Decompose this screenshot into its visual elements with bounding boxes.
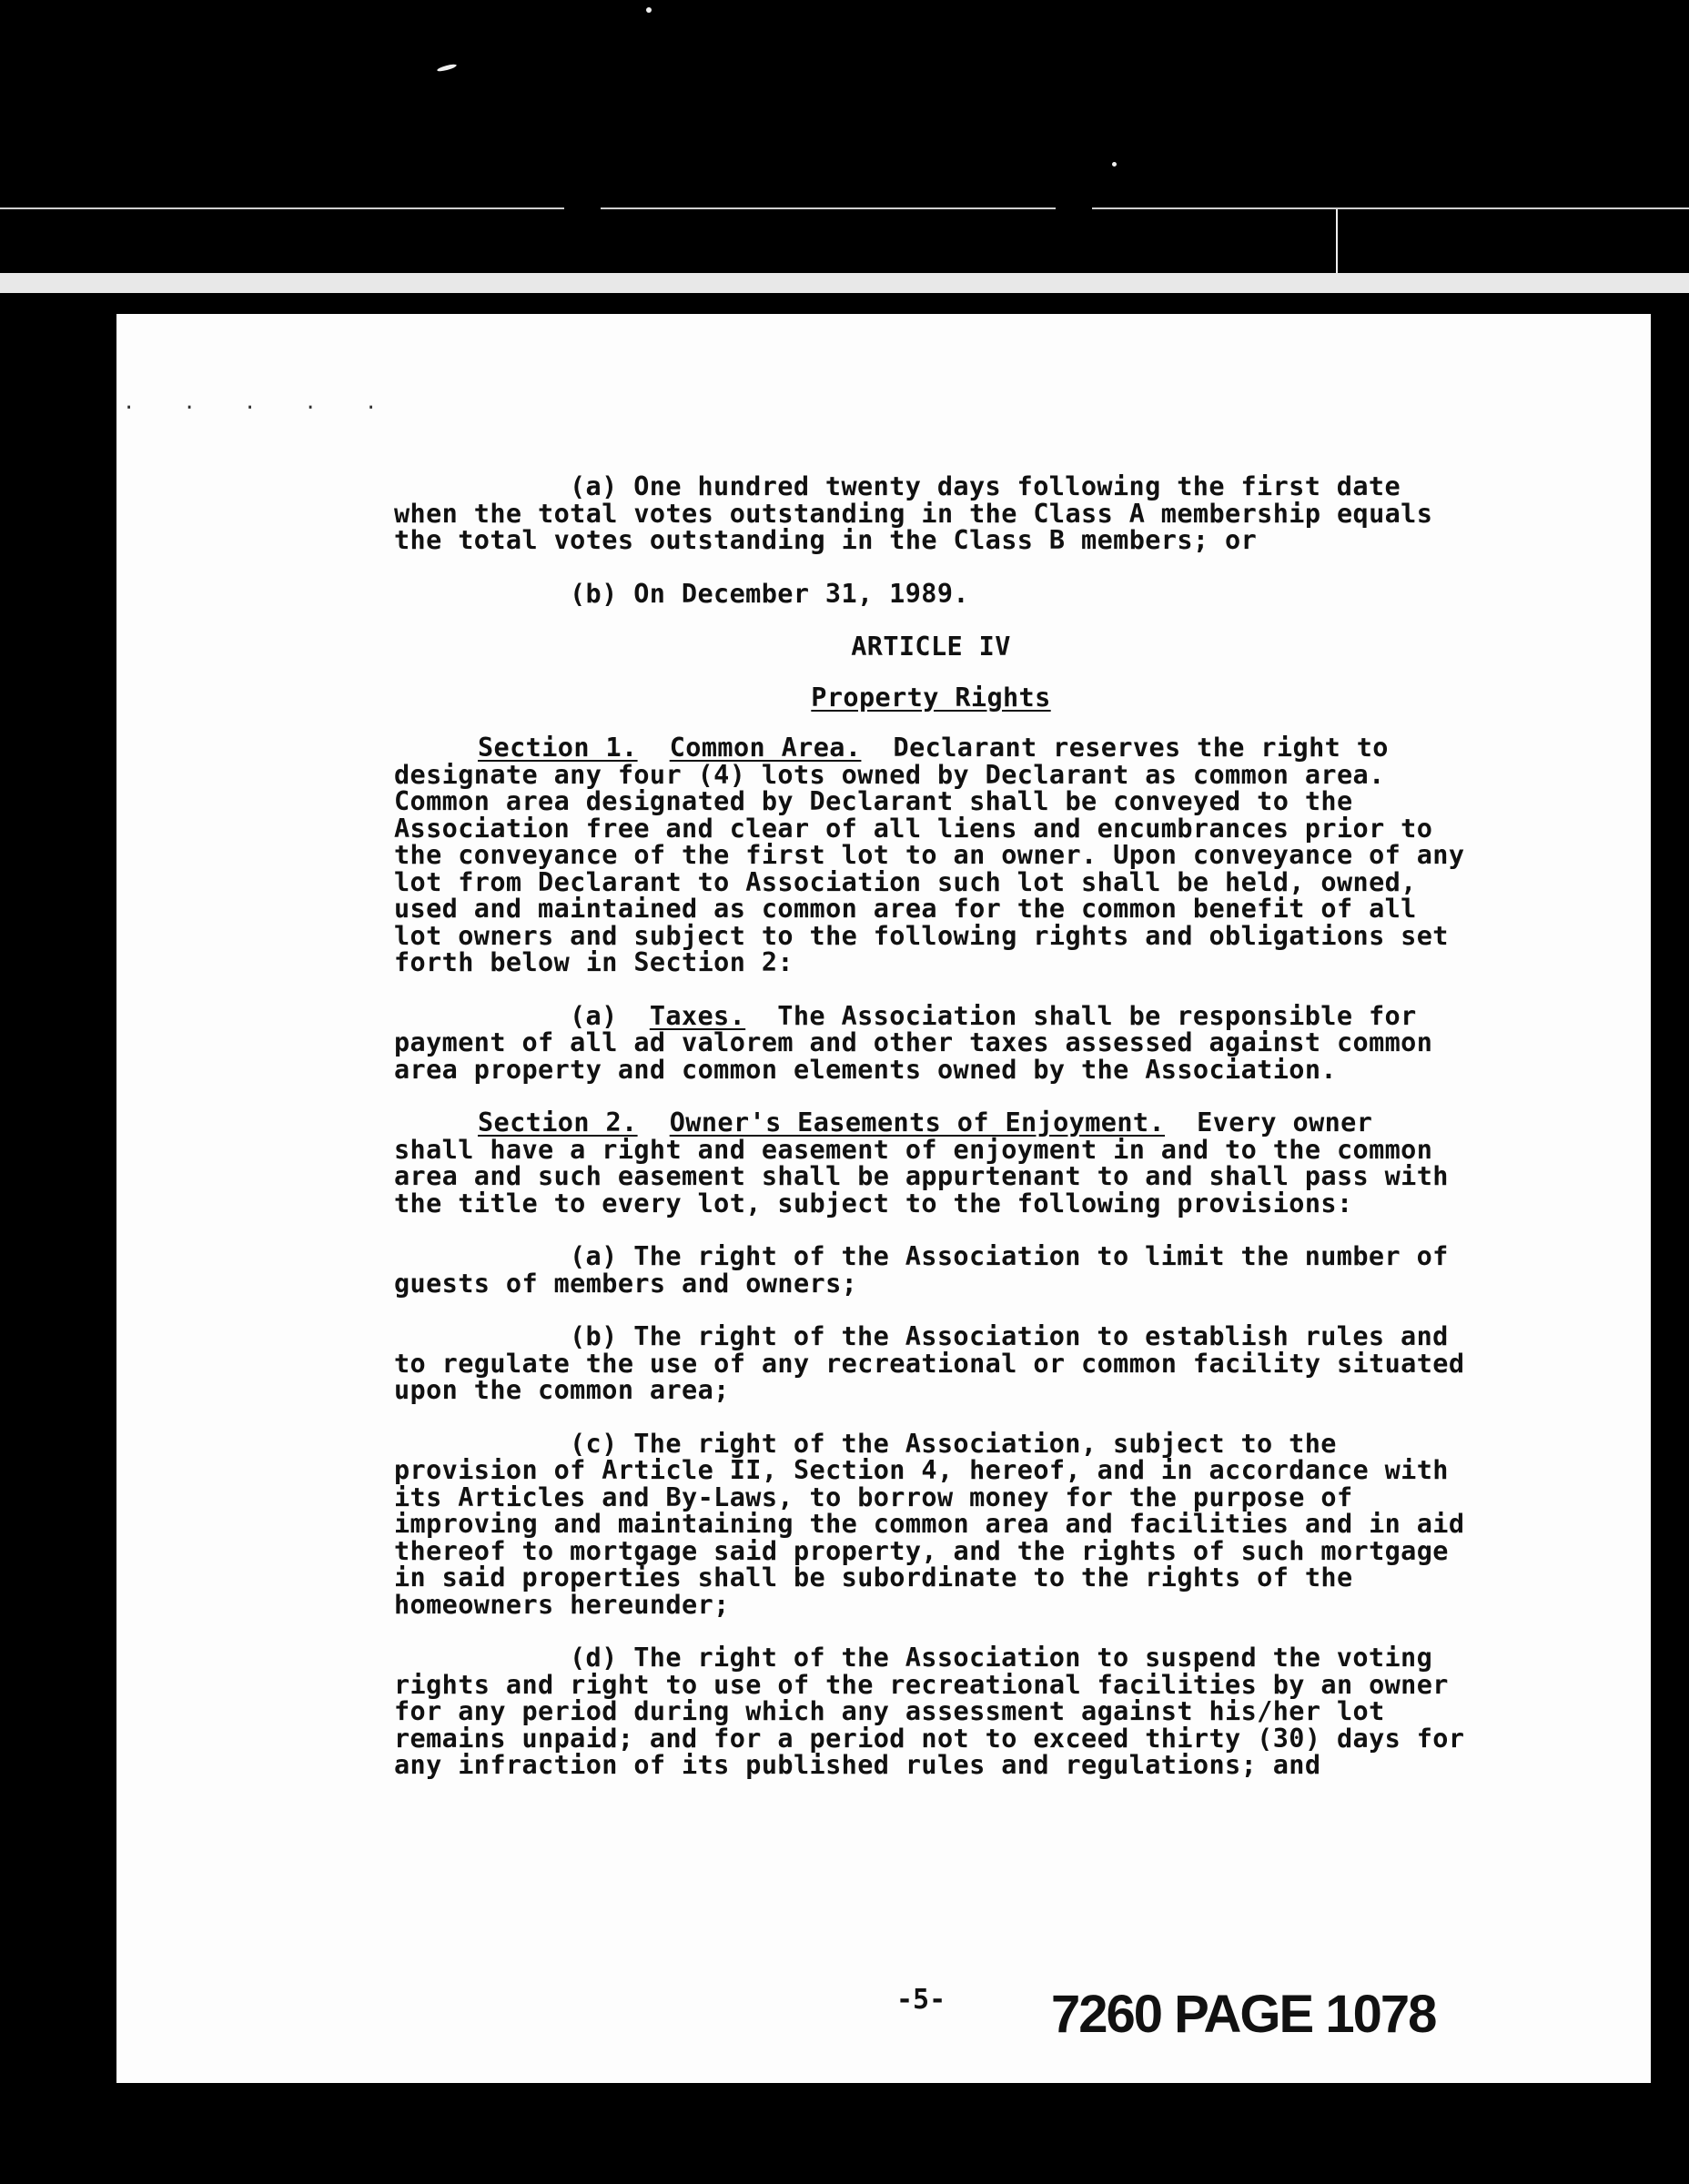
section-1-text: Declarant reserves the right to designate any four (4) lots owned by Declarant as common area. Common area designated by Declarant shall be conveyed to the Association free and clear of all liens and encumbrances prior to the conveyance of the first lot to an owner. Upon conveyance of any lot from Declarant to Association such lot shall be held, owned, used and maintained as common area for the common benefit of all lot owners and subject to the following rights and obligations set forth below in Section 2: bbox=[394, 733, 1465, 977]
article-title bbox=[394, 684, 1468, 712]
article-title-text: Property Rights bbox=[811, 682, 1051, 713]
section-2-c: (c) The right of the Association, subject to the provision of Article II, Section 4, hereof, and in accordance with its Articles and By-Laws, to borrow money for the purpose of improving and maintaining the common area and facilities and in aid thereof to mortgage said property, and the rights of such mortgage in said properties shall be subordinate to the rights of the homeowners hereunder; bbox=[394, 1428, 1465, 1620]
article-heading: ARTICLE IV bbox=[851, 632, 1011, 662]
scan-border-top bbox=[0, 0, 1689, 282]
margin-marks: . . . . . bbox=[123, 391, 396, 414]
section-2-a: (a) The right of the Association to limit the number of guests of members and owners; bbox=[394, 1241, 1449, 1299]
section-2-b: (b) The right of the Association to establish rules and to regulate the use of any recreational or common facility situated upon the common area; bbox=[394, 1321, 1465, 1405]
scan-speck bbox=[1336, 209, 1338, 273]
paragraph-article3-b: (b) On December 31, 1989. bbox=[570, 578, 969, 609]
scan-artifact-line bbox=[1092, 207, 1689, 209]
scan-artifact-line bbox=[0, 207, 564, 209]
section-1-a-title: Taxes. bbox=[649, 1000, 746, 1031]
section-1-title: Common Area. bbox=[669, 733, 862, 763]
document-body bbox=[394, 473, 1468, 1805]
scan-artifact-line bbox=[601, 207, 1056, 209]
scan-speck bbox=[646, 7, 652, 13]
section-2 bbox=[394, 1109, 1468, 1217]
section-1 bbox=[394, 734, 1468, 976]
scan-speck bbox=[1112, 162, 1117, 167]
section-1-a bbox=[394, 1000, 1468, 1085]
section-2-text: Every owner shall have a right and easement of enjoyment in and to the common area and such easement shall be appurtenant to and shall pass with the title to every lot, subject to the following provisions: bbox=[394, 1107, 1449, 1218]
section-2-number: Section 2. bbox=[478, 1107, 638, 1138]
section-2-d: (d) The right of the Association to suspend the voting rights and right to use of the recreational facilities by an owner for any period during which any assessment against his/her lot remains unpaid; and for a period not to exceed thirty (30) days for any infraction of its published rules and regulations; and bbox=[394, 1643, 1465, 1780]
book-page-reference: 7260 PAGE 1078 bbox=[1051, 1985, 1436, 2044]
section-1-number: Section 1. bbox=[478, 733, 638, 763]
section-1-a-label: (a) bbox=[570, 1000, 618, 1031]
section-2-title: Owner's Easements of Enjoyment. bbox=[669, 1107, 1166, 1138]
paragraph-article3-a: (a) One hundred twenty days following the first date when the total votes outstanding in the Class A membership equals the total votes outstanding in the Class B members; or bbox=[394, 471, 1433, 555]
page-number: -5- bbox=[896, 1984, 946, 2016]
scan-border-rule bbox=[0, 273, 1689, 293]
section-1-a-text: The Association shall be responsible for payment of all ad valorem and other taxes assessed against common area property and common elements owned by the Association. bbox=[394, 1000, 1433, 1085]
